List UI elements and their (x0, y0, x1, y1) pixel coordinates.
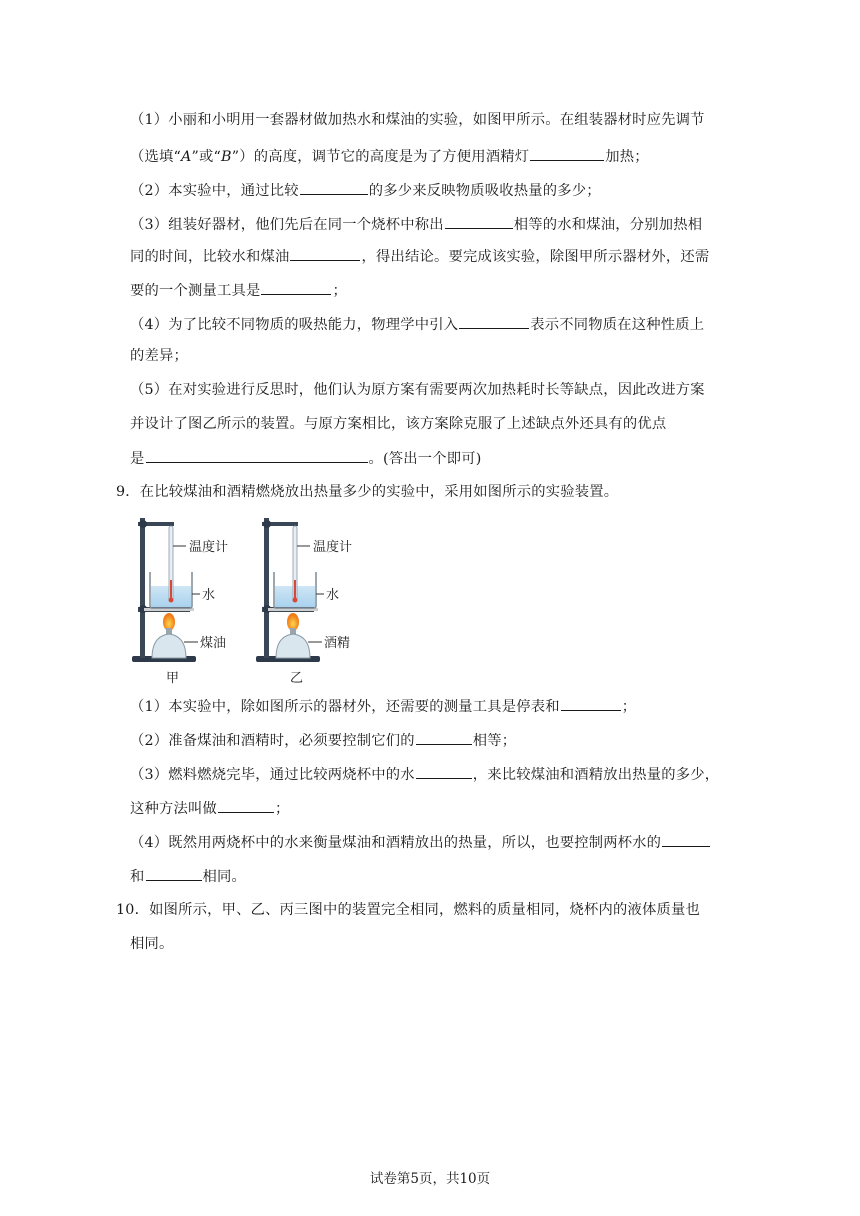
label-water-left: 水 (202, 588, 216, 603)
answer-blank[interactable] (416, 764, 472, 779)
caption-right: 乙 (290, 671, 304, 686)
answer-blank[interactable] (445, 214, 513, 229)
q8-p2: （2）本实验中，通过比较 的多少来反映物质吸收热量的多少； (130, 180, 730, 201)
answer-blank[interactable] (300, 180, 368, 195)
q9-p2: （2）准备煤油和酒精时，必须要控制它们的 相等； (130, 730, 730, 751)
q9-stem: 9．在比较煤油和酒精燃烧放出热量多少的实验中，采用如图所示的实验装置。 (116, 484, 619, 500)
stand-rod (140, 518, 145, 658)
answer-blank[interactable] (662, 832, 710, 847)
answer-blank[interactable] (146, 866, 202, 881)
q8-p3-line1: （3）组装好器材，他们先后在同一个烧杯中称出 相等的水和煤油，分别加热相 (130, 214, 730, 235)
experiment-figure (130, 510, 370, 688)
label-water-right: 水 (326, 588, 340, 603)
page-footer: 试卷第5页，共10页 (369, 1171, 491, 1187)
q8-p1-line2: （选填“A”或“B”）的高度，调节它的高度是为了方便用酒精灯 加热； (130, 146, 730, 167)
answer-blank[interactable] (146, 448, 368, 463)
answer-blank[interactable] (218, 798, 274, 813)
q9-p3-line1: （3）燃料燃烧完毕，通过比较两烧杯中的水 ，来比较煤油和酒精放出热量的多少， (130, 764, 730, 785)
answer-blank[interactable] (459, 314, 529, 329)
answer-blank[interactable] (561, 696, 621, 711)
q9-p4-line2: 和 相同。 (130, 866, 730, 887)
q10-stem-line2: 相同。 (130, 936, 174, 952)
q8-p1-line1: （1）小丽和小明用一套器材做加热水和煤油的实验，如图甲所示。在组装器材时应先调节 (130, 112, 705, 128)
q8-p4-line1: （4）为了比较不同物质的吸热能力，物理学中引入 表示不同物质在这种性质上 (130, 314, 730, 335)
label-fuel-left: 煤油 (200, 636, 227, 651)
answer-blank[interactable] (416, 730, 472, 745)
q9-p3-line2: 这种方法叫做 ； (130, 798, 730, 819)
q8-p3-line3: 要的一个测量工具是 ； (130, 280, 730, 301)
q10-stem-line1: 10．如图所示，甲、乙、丙三图中的装置完全相同，燃料的质量相同，烧杯内的液体质量也 (116, 902, 700, 918)
label-fuel-right: 酒精 (324, 636, 351, 651)
label-thermometer-right: 温度计 (313, 540, 353, 555)
answer-blank[interactable] (530, 146, 604, 161)
q8-p5-line3: 是 。(答出一个即可) (130, 448, 730, 469)
q9-p4-line1: （4）既然用两烧杯中的水来衡量煤油和酒精放出的热量，所以，也要控制两杯水的 (130, 832, 730, 853)
caption-left: 甲 (166, 671, 180, 686)
q8-p3-line2: 同的时间，比较水和煤油 ，得出结论。要完成该实验，除图甲所示器材外，还需 (130, 246, 730, 267)
q8-p5-line2: 并设计了图乙所示的装置。与原方案相比，该方案除克服了上述缺点外还具有的优点 (130, 416, 667, 432)
label-thermometer-left: 温度计 (189, 540, 229, 555)
answer-blank[interactable] (290, 246, 360, 261)
q8-p4-line2: 的差异； (130, 348, 188, 364)
answer-blank[interactable] (261, 280, 331, 295)
lamp-left (152, 634, 186, 658)
q9-p1: （1）本实验中，除如图所示的器材外，还需要的测量工具是停表和 ； (130, 696, 730, 717)
q8-p5-line1: （5）在对实验进行反思时，他们认为原方案有需要两次加热耗时长等缺点，因此改进方案 (130, 382, 705, 398)
